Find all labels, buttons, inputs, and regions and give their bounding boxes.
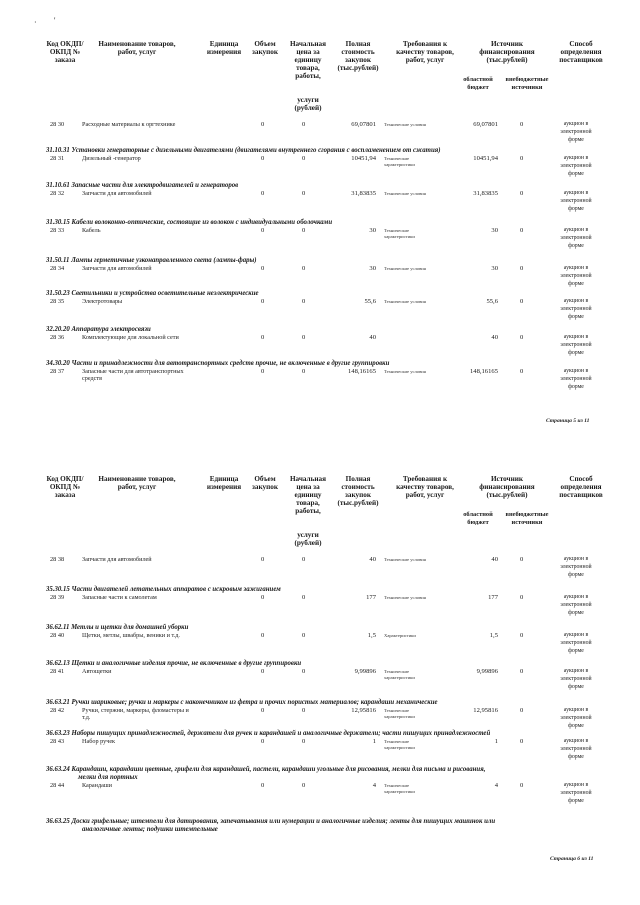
offbudget-value: 0: [520, 227, 524, 234]
total-value: 31,83835: [351, 190, 376, 197]
order-code: 28 33: [50, 227, 65, 234]
procurement-method: аукцион в: [563, 738, 589, 744]
header-unit: Единица измерения: [206, 475, 242, 491]
header-offbudget: внебюджетные источники: [505, 76, 549, 91]
header-total: Полная стоимость закупок (тыс.рублей): [337, 40, 379, 72]
volume-value: 0: [261, 668, 265, 675]
category-heading: 31.50.11 Лампы герметичные узконаправленного света (лампы-фары): [46, 257, 257, 264]
category-heading: 31.50.23 Светильники и устройства осветительные неэлектрические: [46, 290, 259, 297]
procurement-method: аукцион в: [563, 334, 589, 340]
start-price-value: 0: [302, 334, 306, 341]
offbudget-value: 0: [520, 298, 524, 305]
order-code: 28 42: [50, 707, 65, 714]
category-heading: 31.10.61 Запасные части для электродвигателей и генераторов: [46, 182, 239, 189]
page-number: Страница 6 из 11: [550, 856, 594, 862]
category-heading-continued: мелки для портных: [78, 774, 138, 781]
order-code: 28 35: [50, 298, 65, 305]
procurement-method: форме: [568, 648, 584, 654]
budget-value: 12,95816: [473, 707, 498, 714]
header-start-price: Начальная цена за единицу товара, работы,: [289, 475, 327, 515]
total-value: 1,5: [367, 632, 376, 639]
offbudget-value: 0: [520, 121, 524, 128]
volume-value: 0: [261, 121, 265, 128]
start-price-value: 0: [302, 121, 306, 128]
total-value: 1: [372, 738, 376, 745]
category-heading: 36.63.23 Наборы пишущих принадлежностей, держатели для ручек и карандашей и аналогичные держатели; части пишущих принадлежностей: [46, 730, 491, 737]
budget-value: 4: [494, 782, 498, 789]
budget-value: 9,99896: [476, 668, 498, 675]
order-code: 28 44: [50, 782, 65, 789]
offbudget-value: 0: [520, 334, 524, 341]
item-name: средств: [82, 375, 103, 382]
procurement-method: электронной: [560, 306, 592, 312]
procurement-method: форме: [568, 171, 584, 177]
total-value: 55,6: [364, 298, 376, 305]
volume-value: 0: [261, 368, 265, 375]
category-heading: 36.63.25 Доски грифельные; штемпели для датирования, запечатывания или нумерации и аналогичные изделия; ленты для пишущих машинок или: [46, 818, 496, 825]
order-code: 28 32: [50, 190, 65, 197]
scan-mark: ': [54, 16, 56, 25]
procurement-method: аукцион в: [563, 155, 589, 161]
order-code: 28 34: [50, 265, 65, 272]
total-value: 148,16165: [347, 368, 376, 375]
category-heading: 32.20.20 Аппаратура электросвязи: [46, 326, 151, 333]
requirements-text: Характеристики: [384, 633, 416, 638]
requirements-text: Технические условия: [384, 299, 426, 304]
procurement-method: форме: [568, 384, 584, 390]
header-unit: Единица измерения: [206, 40, 242, 56]
offbudget-value: 0: [520, 190, 524, 197]
procurement-method: аукцион в: [563, 121, 589, 127]
total-value: 40: [369, 556, 376, 563]
item-name: Запасные части к самолетам: [82, 594, 157, 601]
procurement-method: электронной: [560, 163, 592, 169]
budget-value: 30: [491, 227, 498, 234]
start-price-value: 0: [302, 298, 306, 305]
budget-value: 10451,94: [473, 155, 498, 162]
requirements-text: характеристики: [384, 234, 415, 239]
requirements-text: Технические: [384, 669, 410, 674]
procurement-method: форме: [568, 281, 584, 287]
scan-mark: ·: [34, 18, 37, 27]
requirements-text: Технические: [384, 228, 410, 233]
item-name: Запчасти для автомобилей: [82, 265, 152, 272]
procurement-method: аукцион в: [563, 782, 589, 788]
header-start-price-unit: услуги (рублей): [294, 96, 322, 112]
item-name: Запчасти для автомобилей: [82, 190, 152, 197]
start-price-value: 0: [302, 738, 306, 745]
requirements-text: Технические: [384, 156, 410, 161]
start-price-value: 0: [302, 265, 306, 272]
item-name: Запчасти для автомобилей: [82, 556, 152, 563]
order-code: 28 30: [50, 121, 65, 128]
budget-value: 148,16165: [469, 368, 498, 375]
requirements-text: характеристики: [384, 745, 415, 750]
requirements-text: Технические условия: [384, 369, 426, 374]
procurement-method: аукцион в: [563, 227, 589, 233]
order-code: 28 31: [50, 155, 65, 162]
procurement-method: электронной: [560, 235, 592, 241]
item-name: Электротовары: [82, 298, 123, 305]
requirements-text: Технические условия: [384, 266, 426, 271]
procurement-method: электронной: [560, 273, 592, 279]
requirements-text: Технические условия: [384, 595, 426, 600]
start-price-value: 0: [302, 707, 306, 714]
total-value: 30: [369, 227, 376, 234]
category-heading: 31.10.31 Установки генераторные с дизельными двигателями (двигателями внутреннего сгорания с воспламенением от сжатия): [46, 147, 441, 154]
budget-value: 40: [491, 556, 498, 563]
start-price-value: 0: [302, 227, 306, 234]
header-volume: Объем закупок: [252, 475, 278, 491]
procurement-method: электронной: [560, 676, 592, 682]
requirements-text: характеристики: [384, 162, 415, 167]
requirements-text: Технические условия: [384, 122, 426, 127]
order-code: 28 43: [50, 738, 65, 745]
budget-value: 31,83835: [473, 190, 498, 197]
category-heading: 36.63.24 Карандаши, карандаши цветные, грифели для карандашей, пастели, карандаши угольные для рисования, мелки для письма и рисования,: [46, 766, 486, 773]
total-value: 40: [369, 334, 376, 341]
offbudget-value: 0: [520, 265, 524, 272]
header-source: Источник финансирования (тыс.рублей): [479, 475, 535, 499]
item-name: Карандаши: [82, 782, 112, 789]
order-code: 28 38: [50, 556, 65, 563]
procurement-method: форме: [568, 610, 584, 616]
start-price-value: 0: [302, 632, 306, 639]
requirements-text: характеристики: [384, 714, 415, 719]
total-value: 4: [372, 782, 376, 789]
volume-value: 0: [261, 155, 265, 162]
offbudget-value: 0: [520, 556, 524, 563]
procurement-method: электронной: [560, 564, 592, 570]
procurement-method: электронной: [560, 746, 592, 752]
start-price-value: 0: [302, 190, 306, 197]
category-heading: 31.30.15 Кабели волоконно-оптические, состоящие из волокон с индивидуальными оболочками: [46, 219, 333, 226]
procurement-method: форме: [568, 723, 584, 729]
header-total: Полная стоимость закупок (тыс.рублей): [337, 475, 379, 507]
procurement-method: форме: [568, 350, 584, 356]
item-name: Кабель: [82, 227, 101, 234]
header-start-price: Начальная цена за единицу товара, работы,: [289, 40, 327, 80]
item-name: Ручки, стержни, маркеры, фломастеры и: [82, 707, 189, 714]
procurement-method: аукцион в: [563, 298, 589, 304]
order-code: 28 37: [50, 368, 65, 375]
procurement-method: аукцион в: [563, 368, 589, 374]
volume-value: 0: [261, 782, 265, 789]
budget-value: 1: [494, 738, 498, 745]
offbudget-value: 0: [520, 707, 524, 714]
header-offbudget: внебюджетные источники: [505, 511, 549, 526]
total-value: 9,99896: [354, 668, 376, 675]
procurement-method: аукцион в: [563, 265, 589, 271]
header-requirements: Требования к качеству товаров, работ, услуг: [396, 40, 454, 64]
requirements-text: характеристики: [384, 789, 415, 794]
header-budget: областной бюджет: [463, 76, 493, 91]
procurement-method: аукцион в: [563, 668, 589, 674]
procurement-method: аукцион в: [563, 594, 589, 600]
offbudget-value: 0: [520, 594, 524, 601]
procurement-method: электронной: [560, 715, 592, 721]
budget-value: 40: [491, 334, 498, 341]
category-heading: 36.62.13 Щетки и аналогичные изделия прочие, не включенные в другие группировки: [46, 660, 302, 667]
procurement-method: электронной: [560, 129, 592, 135]
offbudget-value: 0: [520, 738, 524, 745]
header-name: Наименование товаров, работ, услуг: [98, 475, 176, 491]
total-value: 10451,94: [351, 155, 376, 162]
start-price-value: 0: [302, 594, 306, 601]
procurement-method: электронной: [560, 376, 592, 382]
total-value: 177: [366, 594, 376, 601]
start-price-value: 0: [302, 668, 306, 675]
item-name: Дизельный -генератор: [82, 155, 141, 162]
offbudget-value: 0: [520, 368, 524, 375]
procurement-method: аукцион в: [563, 190, 589, 196]
requirements-text: характеристики: [384, 675, 415, 680]
item-name: Расходные материалы к оргтехнике: [82, 121, 176, 128]
page-number: Страница 5 из 11: [546, 418, 590, 424]
budget-value: 1,5: [489, 632, 498, 639]
requirements-text: Технические условия: [384, 191, 426, 196]
procurement-method: электронной: [560, 198, 592, 204]
requirements-text: Технические: [384, 783, 410, 788]
header-method: Способ определения поставщиков: [559, 40, 603, 64]
budget-value: 55,6: [486, 298, 498, 305]
total-value: 69,07801: [351, 121, 376, 128]
category-heading: 36.63.21 Ручки шариковые; ручки и маркеры с наконечником из фетра и прочих пористых материалов; карандаши механические: [46, 699, 438, 706]
header-budget: областной бюджет: [463, 511, 493, 526]
procurement-method: электронной: [560, 602, 592, 608]
volume-value: 0: [261, 707, 265, 714]
header-source: Источник финансирования (тыс.рублей): [479, 40, 535, 64]
category-heading: 36.62.11 Метлы и щетки для домашней уборки: [46, 624, 189, 631]
procurement-method: форме: [568, 206, 584, 212]
start-price-value: 0: [302, 782, 306, 789]
header-name: Наименование товаров, работ, услуг: [98, 40, 176, 56]
volume-value: 0: [261, 227, 265, 234]
total-value: 12,95816: [351, 707, 376, 714]
category-heading-continued: аналогичные ленты; подушки штемпельные: [82, 826, 218, 833]
header-method: Способ определения поставщиков: [559, 475, 603, 499]
volume-value: 0: [261, 738, 265, 745]
item-name: Запасные части для автотранспортных: [82, 368, 184, 375]
header-requirements: Требования к качеству товаров, работ, услуг: [396, 475, 454, 499]
procurement-method: форме: [568, 243, 584, 249]
order-code: 28 39: [50, 594, 65, 601]
budget-value: 30: [491, 265, 498, 272]
offbudget-value: 0: [520, 155, 524, 162]
category-heading: 34.30.20 Части и принадлежности для автотранспортных средств прочие, не включенные в другие группировки: [46, 360, 390, 367]
budget-value: 177: [488, 594, 498, 601]
volume-value: 0: [261, 594, 265, 601]
item-name: Щетки, метлы, швабры, веники и т.д.: [82, 632, 180, 639]
volume-value: 0: [261, 190, 265, 197]
procurement-method: форме: [568, 572, 584, 578]
category-heading: 35.30.15 Части двигателей летательных аппаратов с искровым зажиганием: [46, 586, 281, 593]
procurement-method: аукцион в: [563, 632, 589, 638]
volume-value: 0: [261, 334, 265, 341]
procurement-method: электронной: [560, 640, 592, 646]
header-code: Код ОКДП/ ОКПД № заказа: [46, 475, 84, 499]
item-name: Комплектующие для локальной сети: [82, 334, 179, 341]
header-code: Код ОКДП/ ОКПД № заказа: [46, 40, 84, 64]
budget-value: 69,07801: [473, 121, 498, 128]
total-value: 30: [369, 265, 376, 272]
offbudget-value: 0: [520, 668, 524, 675]
order-code: 28 40: [50, 632, 65, 639]
offbudget-value: 0: [520, 782, 524, 789]
item-name: Набор ручек: [82, 738, 116, 745]
procurement-method: электронной: [560, 342, 592, 348]
start-price-value: 0: [302, 556, 306, 563]
procurement-method: форме: [568, 754, 584, 760]
procurement-method: форме: [568, 798, 584, 804]
item-name: т.д.: [82, 714, 91, 721]
volume-value: 0: [261, 298, 265, 305]
volume-value: 0: [261, 265, 265, 272]
order-code: 28 41: [50, 668, 65, 675]
order-code: 28 36: [50, 334, 65, 341]
start-price-value: 0: [302, 368, 306, 375]
start-price-value: 0: [302, 155, 306, 162]
procurement-method: форме: [568, 684, 584, 690]
volume-value: 0: [261, 632, 265, 639]
procurement-method: форме: [568, 137, 584, 143]
procurement-method: форме: [568, 314, 584, 320]
offbudget-value: 0: [520, 632, 524, 639]
volume-value: 0: [261, 556, 265, 563]
header-volume: Объем закупок: [252, 40, 278, 56]
procurement-method: электронной: [560, 790, 592, 796]
header-start-price-unit: услуги (рублей): [294, 531, 322, 547]
requirements-text: Технические: [384, 739, 410, 744]
requirements-text: Технические условия: [384, 557, 426, 562]
procurement-method: аукцион в: [563, 556, 589, 562]
procurement-method: аукцион в: [563, 707, 589, 713]
requirements-text: Технические: [384, 708, 410, 713]
item-name: Автощетки: [82, 668, 112, 675]
